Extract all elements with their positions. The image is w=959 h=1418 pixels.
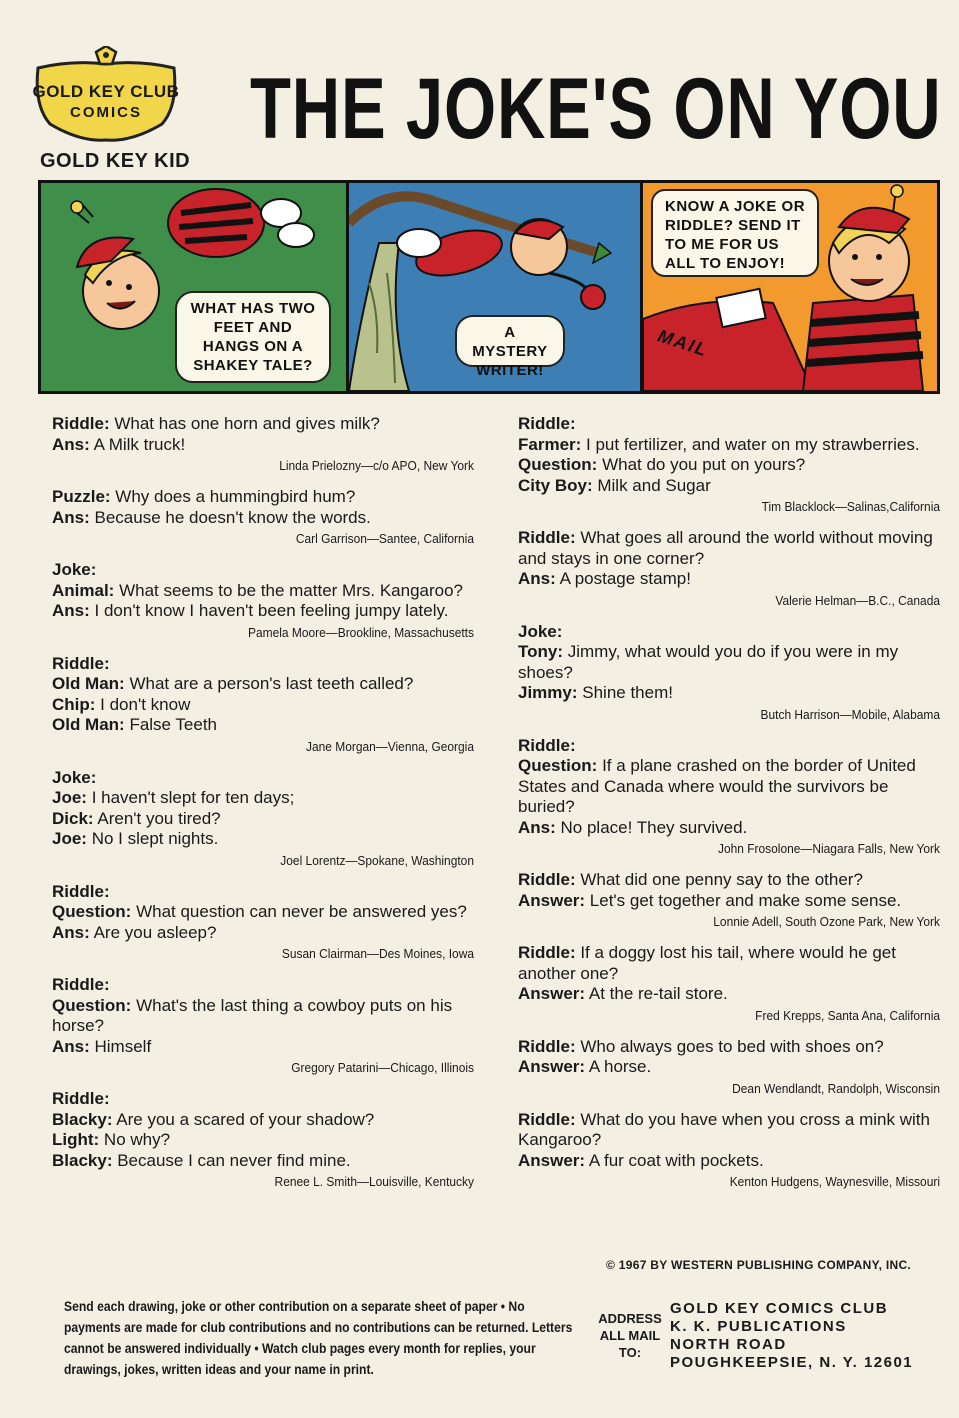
joke-line: [52, 674, 474, 695]
speaker-label: City Boy:: [518, 475, 593, 495]
submission-instructions: Send each drawing, joke or other contribution on a separate sheet of paper • No payments are made for club contributions and no contributions can be returned. Letters cannot be answered individually • Watch club pages every month for replies, your drawings, jokes, written ideas and your name in print.: [64, 1299, 573, 1377]
joke-line: [518, 818, 940, 839]
joke-line: [52, 487, 474, 508]
speaker-label: Tony:: [518, 642, 564, 661]
joke-text: What question can never be answered yes?: [131, 902, 467, 921]
logo-text-line1: GOLD KEY CLUB: [32, 82, 180, 101]
joke-entry: [518, 943, 940, 1025]
speaker-label: Blacky:: [52, 1150, 113, 1170]
joke-text: What goes all around the world without moving and stays in one corner?: [518, 528, 933, 568]
page-title: THE JOKE'S ON YOU: [250, 61, 942, 157]
comic-panel-3: [643, 183, 937, 391]
joke-line: [52, 414, 474, 435]
joke-line: [52, 1089, 474, 1110]
joke-line: [518, 984, 940, 1005]
joke-text: A postage stamp!: [555, 569, 691, 588]
joke-entry: [52, 1089, 474, 1191]
joke-text: Who always goes to bed with shoes on?: [575, 1036, 884, 1056]
joke-line: [52, 715, 474, 736]
joke-entry: [518, 622, 940, 724]
joke-line: [52, 996, 474, 1037]
speaker-label: Riddle:: [518, 735, 576, 755]
contributor-credit: Lonnie Adell, South Ozone Park, New York: [713, 914, 940, 929]
joke-text: If a plane crashed on the border of United States and Canada where would the survivors be buried?: [518, 756, 916, 816]
address-line: POUGHKEEPSIE, N. Y. 12601: [670, 1354, 914, 1371]
joke-text: Are you asleep?: [89, 922, 217, 942]
joke-line: [518, 683, 940, 704]
contributor-credit: Susan Clairman—Des Moines, Iowa: [281, 946, 474, 961]
logo-text-line2: COMICS: [70, 104, 142, 121]
joke-text: What did one penny say to the other?: [575, 870, 863, 889]
comic-panel-2: [349, 183, 640, 391]
joke-line: [518, 414, 940, 435]
joke-text: Shine them!: [577, 683, 673, 702]
joke-entry: [52, 882, 474, 964]
address-line: K. K. PUBLICATIONS: [670, 1318, 847, 1335]
joke-text: What seems to be the matter Mrs. Kangaroo?: [114, 580, 464, 600]
speaker-label: Ans:: [52, 434, 90, 454]
joke-text: False Teeth: [124, 715, 218, 734]
speaker-label: Riddle:: [518, 943, 576, 962]
joke-text: Milk and Sugar: [592, 475, 711, 495]
contributor-credit: Tim Blacklock—Salinas,California: [761, 499, 940, 514]
speaker-label: Riddle:: [518, 414, 576, 433]
joke-line: [518, 1151, 940, 1172]
speaker-label: Ans:: [52, 507, 90, 527]
joke-text: Because I can never find mine.: [112, 1150, 351, 1170]
address-line: GOLD KEY COMICS CLUB: [670, 1300, 889, 1317]
speaker-label: Answer:: [518, 890, 586, 910]
speaker-label: Farmer:: [518, 434, 582, 454]
speaker-label: Ans:: [518, 817, 556, 837]
contributor-credit: Butch Harrison—Mobile, Alabama: [760, 706, 940, 722]
joke-text: Because he doesn't know the words.: [89, 507, 371, 527]
joke-text: Are you a scared of your shadow?: [112, 1109, 375, 1129]
joke-line: [518, 736, 940, 757]
joke-entry: [518, 1110, 940, 1192]
joke-text: I don't know: [95, 694, 191, 714]
speaker-label: Question:: [52, 902, 132, 921]
contributor-credit: Dean Wendlandt, Randolph, Wisconsin: [732, 1080, 940, 1096]
joke-line: [518, 756, 940, 818]
joke-text: What do you put on yours?: [597, 455, 806, 474]
joke-line: [52, 581, 474, 602]
speaker-label: Ans:: [518, 569, 556, 588]
joke-text: If a doggy lost his tail, where would he get another one?: [518, 943, 896, 983]
contributor-credit: Carl Garrison—Santee, California: [295, 531, 474, 546]
joke-line: [52, 1037, 474, 1058]
contributor-credit: Kenton Hudgens, Waynesville, Missouri: [729, 1174, 940, 1189]
joke-line: [518, 528, 940, 569]
left-jokes-column: [52, 414, 474, 1203]
speaker-label: Joe:: [52, 788, 87, 807]
copyright-notice: © 1967 BY WESTERN PUBLISHING COMPANY, INC.: [606, 1258, 912, 1272]
joke-line: [518, 891, 940, 912]
joke-text: A Milk truck!: [89, 434, 186, 454]
speaker-label: Answer:: [518, 1150, 586, 1170]
speaker-label: Riddle:: [52, 1089, 110, 1108]
speaker-label: Ans:: [52, 922, 90, 942]
contributor-credit: Pamela Moore—Brookline, Massachusetts: [247, 624, 474, 640]
contributor-credit: Jane Morgan—Vienna, Georgia: [305, 738, 474, 754]
speaker-label: Old Man:: [52, 715, 125, 734]
speaker-label: Light:: [52, 1130, 100, 1149]
speaker-label: Old Man:: [52, 674, 125, 693]
comic-panel-1: [41, 183, 346, 391]
joke-line: [52, 923, 474, 944]
joke-line: [52, 601, 474, 622]
contributor-credit: Renee L. Smith—Louisville, Kentucky: [274, 1174, 474, 1189]
speaker-label: Riddle:: [518, 870, 576, 889]
joke-line: [52, 809, 474, 830]
joke-line: [518, 1037, 940, 1058]
speaker-label: Riddle:: [52, 881, 110, 901]
joke-line: [518, 870, 940, 891]
speaker-label: Jimmy:: [518, 683, 578, 702]
gold-key-club-logo: [30, 46, 182, 142]
joke-text: No I slept nights.: [86, 829, 219, 848]
joke-line: [518, 622, 940, 643]
joke-text: What's the last thing a cowboy puts on his horse?: [52, 995, 453, 1035]
mailbag-label: MAIL: [655, 325, 711, 361]
joke-text: I put fertilizer, and water on my strawberries.: [581, 434, 920, 454]
joke-line: [52, 829, 474, 850]
mailing-address: [670, 1300, 940, 1372]
contributor-credit: Gregory Patarini—Chicago, Illinois: [291, 1060, 474, 1075]
joke-text: What are a person's last teeth called?: [124, 674, 414, 693]
joke-entry: [52, 654, 474, 756]
joke-text: I don't know I haven't been feeling jumpy lately.: [89, 601, 449, 620]
joke-entry: [518, 736, 940, 859]
speaker-label: Riddle:: [52, 975, 110, 994]
joke-text: Himself: [89, 1036, 152, 1056]
joke-text: No why?: [99, 1130, 171, 1149]
joke-line: [518, 1110, 940, 1151]
joke-entry: [52, 768, 474, 870]
comic-strip: [38, 180, 940, 394]
speaker-label: Riddle:: [518, 528, 576, 547]
joke-text: A horse.: [585, 1057, 652, 1076]
speaker-label: Puzzle:: [52, 487, 111, 506]
contributor-credit: Fred Krepps, Santa Ana, California: [755, 1007, 940, 1023]
speech-balloon-invite: KNOW A JOKE OR RIDDLE? SEND IT TO ME FOR US ALL TO ENJOY!: [651, 189, 819, 277]
joke-line: [52, 695, 474, 716]
speaker-label: Dick:: [52, 808, 94, 828]
joke-line: [52, 975, 474, 996]
right-jokes-column: [518, 414, 940, 1203]
joke-line: [518, 642, 940, 683]
speaker-label: Answer:: [518, 984, 586, 1003]
joke-entry: [518, 1037, 940, 1098]
joke-entry: [52, 487, 474, 548]
contributor-credit: John Frosolone—Niagara Falls, New York: [717, 841, 940, 856]
speaker-label: Riddle:: [518, 1036, 576, 1056]
speaker-label: Riddle:: [52, 414, 110, 433]
joke-entry: [518, 414, 940, 516]
joke-line: [52, 1130, 474, 1151]
joke-text: I haven't slept for ten days;: [86, 788, 295, 807]
joke-text: Jimmy, what would you do if you were in my shoes?: [518, 642, 899, 682]
speaker-label: Joke:: [52, 767, 97, 787]
speaker-label: Riddle:: [52, 653, 110, 673]
joke-entry: [52, 975, 474, 1077]
speech-balloon-riddle: WHAT HAS TWO FEET AND HANGS ON A SHAKEY TALE?: [175, 291, 331, 383]
speaker-label: Blacky:: [52, 1109, 113, 1129]
joke-text: What do you have when you cross a mink with Kangaroo?: [518, 1109, 930, 1149]
joke-line: [518, 435, 940, 456]
joke-entry: [518, 870, 940, 931]
speaker-label: Joe:: [52, 829, 87, 848]
speaker-label: Riddle:: [518, 1109, 576, 1129]
contributor-credit: Joel Lorentz—Spokane, Washington: [280, 852, 474, 868]
joke-line: [52, 768, 474, 789]
speaker-label: Joke:: [52, 560, 97, 579]
joke-entry: [52, 414, 474, 475]
speaker-label: Question:: [52, 995, 132, 1015]
joke-line: [518, 476, 940, 497]
joke-line: [52, 1110, 474, 1131]
joke-text: No place! They survived.: [555, 817, 748, 837]
joke-text: Why does a hummingbird hum?: [110, 487, 356, 506]
joke-line: [52, 560, 474, 581]
address-label: ADDRESS ALL MAIL TO:: [598, 1311, 662, 1360]
joke-entry: [52, 560, 474, 642]
joke-line: [52, 508, 474, 529]
speaker-label: Chip:: [52, 694, 96, 714]
joke-text: What has one horn and gives milk?: [109, 414, 380, 433]
strip-title: GOLD KEY KID: [40, 150, 191, 172]
speaker-label: Ans:: [52, 601, 90, 620]
joke-text: At the re-tail store.: [585, 984, 728, 1003]
speaker-label: Question:: [518, 756, 598, 775]
joke-line: [52, 788, 474, 809]
joke-line: [52, 882, 474, 903]
joke-text: Let's get together and make some sense.: [585, 890, 902, 910]
speech-balloon-answer: A MYSTERY WRITER!: [455, 315, 565, 367]
joke-line: [518, 1057, 940, 1078]
speaker-label: Answer:: [518, 1057, 586, 1076]
speaker-label: Question:: [518, 455, 598, 474]
contributor-credit: Valerie Helman—B.C., Canada: [775, 592, 940, 608]
speaker-label: Ans:: [52, 1036, 90, 1056]
joke-text: Aren't you tired?: [93, 808, 221, 828]
joke-line: [52, 435, 474, 456]
joke-line: [52, 654, 474, 675]
joke-line: [52, 1151, 474, 1172]
joke-line: [518, 455, 940, 476]
speaker-label: Joke:: [518, 621, 563, 641]
joke-line: [52, 902, 474, 923]
joke-text: A fur coat with pockets.: [585, 1150, 764, 1170]
contributor-credit: Linda Prielozny—c/o APO, New York: [279, 458, 474, 473]
joke-line: [518, 943, 940, 984]
joke-entry: [518, 528, 940, 610]
address-line: NORTH ROAD: [670, 1336, 787, 1353]
speaker-label: Animal:: [52, 580, 115, 600]
joke-line: [518, 569, 940, 590]
